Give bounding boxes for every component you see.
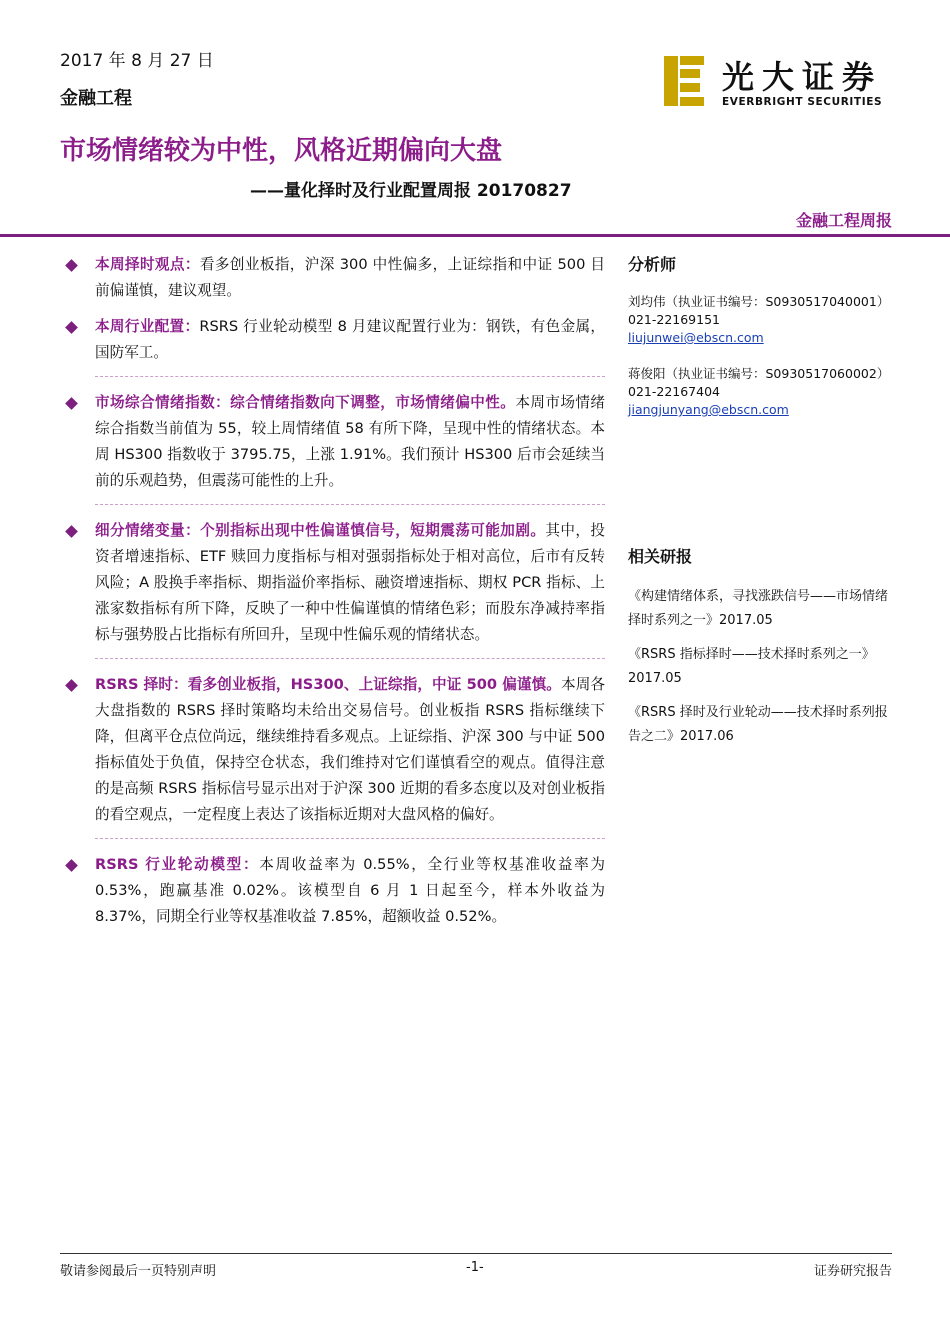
footer-disclaimer: 敬请参阅最后一页特别声明: [60, 1264, 217, 1279]
summary-text: 本周各大盘指数的 RSRS 择时策略均未给出交易信号。创业板指 RSRS 指标继续下降，但离平仓点位尚远，继续维持看多观点。上证综指、沪深 300 与中证 500 指标值处于负值，保持空仓状态，我们维持对它们谨慎看空的观点。值得注意的是高频 RSRS 指标信号显示出对于沪深 300 近期的看多态度以及对创业板指的看空观点，一定程度上表达了该指标近期对大盘风格的偏好。: [95, 676, 605, 823]
summary-item-timing: [95, 252, 605, 304]
header-divider: [0, 234, 950, 237]
analyst-card: [628, 293, 898, 347]
report-date: 2017 年 8 月 27 日: [60, 51, 214, 71]
dashed-divider: [95, 504, 605, 506]
research-heading: 相关研报: [628, 547, 693, 566]
analyst-card: [628, 365, 898, 419]
summary-heading: 本周行业配置：: [95, 318, 200, 335]
summary-heading: 本周择时观点：: [95, 256, 200, 273]
analyst-email-link[interactable]: liujunwei@ebscn.com: [628, 330, 764, 345]
logo-english-name: EVERBRIGHT SECURITIES: [722, 96, 883, 108]
analyst-name: 刘均伟（执业证书编号：S0930517040001）: [628, 294, 890, 309]
diamond-bullet-icon: [65, 679, 78, 692]
diamond-bullet-icon: [65, 321, 78, 334]
diamond-bullet-icon: [65, 259, 78, 272]
dashed-divider: [95, 376, 605, 378]
company-logo: [664, 56, 894, 116]
summary-heading: 细分情绪变量：个别指标出现中性偏谨慎信号，短期震荡可能加剧。: [95, 522, 546, 539]
logo-chinese-name: 光大证券: [722, 58, 883, 96]
summary-item-rsrs-rotation: [95, 852, 605, 930]
dashed-divider: [95, 838, 605, 840]
footer-report-type: 证券研究报告: [813, 1264, 892, 1279]
summary-text: 本周市场情绪综合指数当前值为 55，较上周情绪值 58 有所下降，呈现中性的情绪状态。本周 HS300 指数收于 3795.75，上涨 1.91%。我们预计 HS300 后市会延续当前的乐观趋势，但震荡可能性的上升。: [95, 394, 605, 489]
analyst-phone: 021-22167404: [628, 384, 720, 399]
related-report-item: 《RSRS 指标择时——技术择时系列之一》2017.05: [628, 647, 875, 686]
summary-text: 看多创业板指，沪深 300 中性偏多，上证综指和中证 500 目前偏谨慎，建议观望。: [95, 256, 605, 299]
report-title: 市场情绪较为中性，风格近期偏向大盘: [60, 136, 503, 166]
analyst-email-link[interactable]: jiangjunyang@ebscn.com: [628, 402, 789, 417]
related-report-item: 《构建情绪体系，寻找涨跌信号——市场情绪择时系列之一》2017.05: [628, 589, 889, 628]
dashed-divider: [95, 658, 605, 660]
footer-divider: [60, 1253, 892, 1254]
analyst-name: 蒋俊阳（执业证书编号：S0930517060002）: [628, 366, 890, 381]
summary-text: RSRS 行业轮动模型 8 月建议配置行业为：钢铁，有色金属，国防军工。: [95, 318, 605, 361]
analyst-heading: 分析师: [628, 255, 677, 274]
summary-item-sentiment-index: [95, 390, 605, 494]
department-label: 金融工程: [60, 88, 132, 109]
everbright-logo-icon: [664, 56, 704, 106]
summary-text: 本周收益率为 0.55%，全行业等权基准收益率为 0.53%，跑赢基准 0.02%。该模型自 6 月 1 日起至今，样本外收益为 8.37%，同期全行业等权基准收益 7.85%，超额收益 0.52%。: [95, 856, 605, 925]
summary-heading: RSRS 行业轮动模型：: [95, 856, 260, 873]
summary-item-rsrs-timing: [95, 672, 605, 828]
diamond-bullet-icon: [65, 859, 78, 872]
page-number: -1-: [466, 1260, 484, 1275]
summary-item-industry: [95, 314, 605, 366]
summary-text: 其中，投资者增速指标、ETF 赎回力度指标与相对强弱指标处于相对高位，后市有反转风险；A 股换手率指标、期指溢价率指标、融资增速指标、期权 PCR 指标、上涨家数指标有所下降，反映了一种中性偏谨慎的情绪色彩；而股东净减持率指标与强势股占比指标有所回升，呈现中性偏乐观的情绪状态。: [95, 522, 605, 643]
summary-heading: RSRS 择时：看多创业板指，HS300、上证综指，中证 500 偏谨慎。: [95, 676, 561, 693]
summary-item-sentiment-variables: [95, 518, 605, 648]
sidebar: [628, 252, 898, 744]
summary-section: [95, 252, 605, 940]
report-type-label: 金融工程周报: [795, 211, 892, 230]
diamond-bullet-icon: [65, 397, 78, 410]
related-report-item: 《RSRS 择时及行业轮动——技术择时系列报告之二》2017.06: [628, 705, 888, 744]
diamond-bullet-icon: [65, 525, 78, 538]
report-subtitle: ——量化择时及行业配置周报 20170827: [250, 181, 572, 201]
related-research: [628, 544, 898, 759]
analyst-phone: 021-22169151: [628, 312, 720, 327]
summary-heading: 市场综合情绪指数：综合情绪指数向下调整，市场情绪偏中性。: [95, 394, 516, 411]
